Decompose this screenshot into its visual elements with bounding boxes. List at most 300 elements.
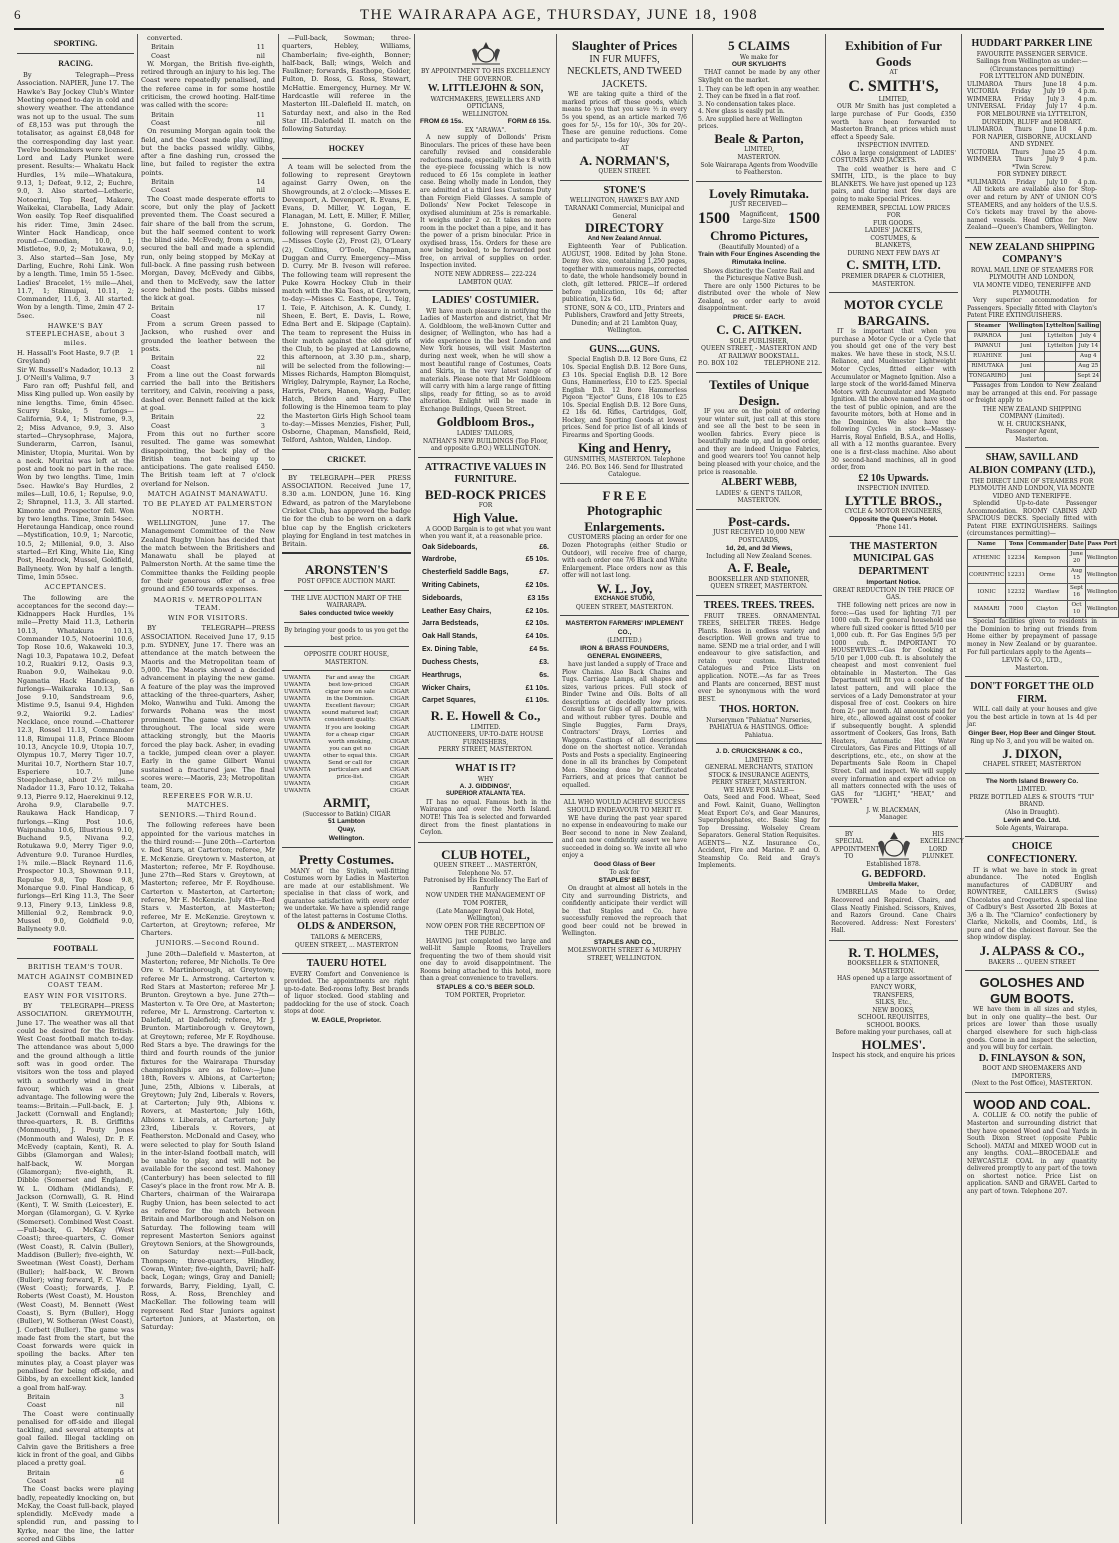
table-cell: PAPAROA	[968, 331, 1008, 341]
advert-text: WILL call daily at your houses and give you the best article in town at 1s 4d per jar.	[967, 706, 1097, 729]
sailing-schedule	[967, 149, 1097, 164]
advert-title: 5 CLAIMS	[728, 38, 790, 53]
advert-title: King and Henry,	[578, 440, 671, 456]
team-name: Coast	[151, 421, 170, 430]
advert-address: OPPOSITE COURT HOUSE, MASTERTON.	[303, 651, 390, 666]
advert-title: SHAW, SAVILL AND ALBION COMPANY (LTD.),	[968, 452, 1096, 476]
uwanta-row	[284, 753, 409, 760]
advert-text: AT	[889, 69, 898, 77]
advert-text: Sales conducted twice weekly	[299, 609, 394, 617]
advert-title: GUNS.....GUNS.	[589, 343, 660, 355]
schedule-cell: Friday	[1011, 88, 1032, 96]
uwanta-row	[284, 675, 409, 682]
goloshes-advert	[965, 971, 1099, 1093]
advert-text: IF you are on the point of ordering your winter suit, just call at this store and see all the best to be seen in woollen fabrics. Every piece is beautifully made up, and in good order, and they are indeed Unique Fabrics, and good wearers too! You cannot help being pleased with your choice, and the price is reasonable.	[698, 408, 820, 476]
article-text: A team will be selected from the following to represent Greytown against Garry Owen, on the Showgrounds, at 2 o'clock:—Misses E. Devenport, A. Devenport, R. Evans, E. Evans, D. Miller, W. Logan, E. Flanagan, M. Lett, E. Miller, F. Miller, E. Johnstone, G. Gordon. The following will represent Garry Owen:—Misses Coyle (2), Frost (2), O'Leary (2), Collins, O'Toole, Chapman, Duggan and Curry. Emergency—Miss D. Curry. Mr B. Iveson will referee. The following team will represent the Puke Kowra Hockey Club in their match with the Kia Toas, at Greytown, to-day:—Misses C. Easthope, L. Teig, I. Teie, F. Aitchison, A. K. Cundy, I. Sheen, E. Bert, E. Davis, L. Rowe, Edna Bert and E. Skipage (Captain). The team to represent the Huiss in their match against the old girls of the Club, to be played at Lansdowne, this afternoon, at 3.30 p.m., sharp, will be selected from the following:—Misses Richards, Hampton Blomquist, Wrigley, Dalrymple, Rayner, La Roche, Harris, Peters, Hanen, Wagg, Fuller, Hatch, Briden and Harry. The following is the Hinemoa team to play the Masterton Girls High School team to-day:—Misses Menzies, Fisher, Pull, Osborne, Chapman, Mansfield, Reid, Telford, Ashton, Walden, Lindop.	[282, 162, 411, 445]
placing: 1	[129, 348, 134, 357]
item-name: Duchess Chests,	[422, 658, 479, 666]
price-row	[420, 606, 551, 619]
cigar-word: CIGAR	[389, 710, 409, 717]
claim-item: 5. Are supplied here at Wellington prices.	[698, 115, 803, 131]
advert-title: Levin and Co. Ltd.	[1003, 816, 1061, 824]
schedule-cell: 4 p.m.	[1077, 178, 1097, 186]
table-header: Pass Port	[1085, 539, 1118, 549]
advert-text: have just landed a supply of Trace and Plow Chains. Also Back Chains and Tugs. Carriage Lamps, all shapes and sizes, various prices. Full stock of Binder Twine and Oils. Bolts of all descriptions at decidedly low prices. Consult us for Gigs of all patterns, with and without rubber tyres. Double and Single Buggies, Farm Drays, Contractors' Drays, Lorries and Waggons. Castings of all descriptions done on the shortest notice. Verandah Posts and Posts a speciality. Engineering done in all its branches by Competent Men. Shoeing done by Certificated Farriers, and at prices that cannot be equalled.	[562, 661, 687, 789]
article-text: From a line out the Coast forwards carried the ball into the Britishers territory, and Calvin, receiving a pass, dashed over. Bennett failed at the kick at goal.	[141, 370, 275, 413]
item-name: Sideboards,	[422, 594, 463, 602]
uwanta-word: UWANTA	[284, 717, 311, 724]
advert-address: GUNSMITHS, MASTERTON. Telephone 246. P.O. Box 146. Send for Illustrated Catalogue.	[564, 456, 685, 479]
score-row	[141, 312, 275, 320]
subheading: JUNIORS.—Second Round.	[156, 939, 260, 948]
table-row	[968, 567, 1119, 584]
advert-text: NOW OPEN FOR THE RECEPTION OF THE PUBLIC.	[425, 922, 546, 938]
score-row	[141, 186, 275, 194]
article-text: The following are the acceptances for the second day:— Kidnappers Hack Hurdles, 1¾ mile—Pretty Maid 11.3, Letherin 10.13, Whatakura 10.13, Commander 10.5, Notoerini 10.6, Top Rose 10.6, Wakaweki 10.3, Nagi 10.3, Papatawa 10.2, Defeat 10.2, Ruakiri 9.12, Oasis 9.3, Ruabon 9.0, Waihekau 9.0. Ngamatia Hack Handicap, 6 furlongs—Waikaraka 10.13, San Jose 9.10, Sandstream 9.6, Mistime 9.5, Isanui 9.4, Highden 9.2, Waioriki 9.2. Ladies' Necklace, once round.—Chatterer 12.3, Rossel 11.13, Commander 11.8, Rimupai 11.8, Prince Bloom 10.13, Ancycle 10.9, Utopia 10.7, Olympus 10.7, Merry Tiger 10.7, Muritai 10.7, Northern Star 10.7, Esperiere 10.7. June Steeplechase, about 2½ miles.—Nadador 11.3, Faro 10.12, Tekaha 9.13, Pierre 9.12, Haerekinui 9.12, Aroha 9.9, Clarabelle 9.7. Raukawa Hack Handicap, 7 furlongs.—King Post 10.6, Waipunahu 10.6, Illustrious 9.10, Buchand 9.5, Nivana 9.2, Rotukawa 9.0, Merry Tiger 9.0, Adventure 9.0. Turanoe Hurdles, 1¾ mile.—Black Reynard 11.6, Prospector 10.3, Showman 9.11, Repulse 9.8, Top Rose 9.8, Monarque 9.0. Final Handicap, 6 furlongs—Erl King 11.3, The Seer 9.13, Finery 9.13, Linkless 9.8, Millenial 9.2, Rembrack 9.0, Mussel 9.0, Goldfield 9.0, Ballyneety 9.0.	[17, 593, 134, 934]
schedule-row	[967, 96, 1097, 104]
advert-address: (Next to the Post Office), MASTERTON.	[971, 1080, 1093, 1088]
uwanta-text: Far and away the	[325, 675, 375, 682]
team-name: Britain	[151, 110, 175, 119]
advert-address: BAKERS ... QUEEN STREET	[988, 958, 1076, 966]
uwanta-text: Send or call for	[328, 759, 373, 766]
advert-text: Sole Wairarapa Agents from Woodville to Featherston.	[700, 161, 818, 177]
column-3	[279, 34, 415, 1524]
uwanta-row	[284, 710, 409, 717]
advert-subtitle: IRON & BRASS FOUNDERS,	[580, 644, 669, 652]
price-row	[420, 683, 551, 696]
score-row	[141, 304, 275, 312]
table-cell: 12234	[1006, 550, 1027, 567]
advert-title: G. BEDFORD.	[861, 868, 926, 880]
advert-text: FOR	[886, 212, 901, 220]
schedule-cell: 4 p.m.	[1077, 126, 1097, 134]
cruickshank-advert	[696, 744, 822, 875]
advert-subtitle: BY APPOINTMENT TO HIS EXCELLENCY THE GOVERNOR.	[421, 68, 550, 83]
price-row	[420, 631, 551, 644]
article-text: The following referees have been appointed for the various matches in the third round:— June 20th—Carterton v. Red Stars, at Carterton; referee, Mr E. McKenzie. Greytown v. Masterton, at Masterton; referee, Mr F. Roydhouse. June 27th—Red Stars v. Greytown, at Masterton; referee, Mr F. Roydhouse. Carterton v. Masterton, at Carterton; referee, Mr E. McKenzie. July 4th—Red Stars v. Masterton, at Masterton; referee, Mr E. McKenzie. Greytown v. Carterton, at Greytown; referee, Mr Charters.	[141, 821, 275, 938]
advert-subtitle: SUPERIOR ATALANTA TEA.	[445, 791, 526, 798]
advert-title: TAUERU HOTEL	[306, 958, 387, 970]
advert-text: To ask for	[609, 869, 640, 877]
advert-title: Textiles of Unique Design.	[709, 377, 809, 408]
advert-text: We make for	[739, 53, 779, 61]
score-row	[141, 52, 275, 60]
advert-text: CUSTOMERS placing an order for one Dozen Photographs (either Studio or Outdoor), will receive free of charge, with each order one 7/6 Black and White Enlargement. Place orders now as this offer will not last long.	[562, 534, 687, 580]
team-name: Britain	[151, 413, 175, 422]
uwanta-row	[284, 689, 409, 696]
item-name: Carpet Squares,	[422, 697, 476, 705]
team-score: nil	[256, 311, 265, 320]
advert-text: TELEPHONE 212.	[764, 360, 820, 368]
schedule-row	[967, 149, 1097, 157]
advert-address: WELLINGTON.	[462, 110, 509, 118]
advert-text: Magnificent, Large-Size	[739, 210, 779, 226]
uwanta-text: particulars and	[328, 766, 372, 773]
team-score: 11	[256, 43, 265, 52]
team-score: 22	[256, 354, 265, 363]
advert-subtitle: LIMITED	[744, 756, 774, 764]
advert-address: Masterton.	[1015, 435, 1049, 443]
cigar-word: CIGAR	[389, 696, 409, 703]
table-cell: IONIC	[968, 584, 1006, 601]
uwanta-text: best low-priced	[328, 682, 373, 689]
advert-text: UMBRELLAS Made to Order, Recovered and Repaired. Chairs, and Glass Neatly Finished. Scissors, Knives, and Razors Ground. Cane Chairs Recovered. Address: Next Foresters' Hall.	[831, 889, 956, 935]
advert-address: QUEEN STREET.	[598, 168, 651, 176]
advert-text: COSTUMES, &	[870, 234, 917, 242]
sailing-schedule	[967, 179, 1097, 187]
advert-subtitle: Umbrella Maker,	[868, 881, 919, 889]
uwanta-row	[284, 682, 409, 689]
article-text: BY TELEGRAPH—PER PRESS ASSOCIATION. Received June 17, 8.30 a.m. LONDON, June 16. King Edward, as patron of the Marylebone Cricket Club, has approved the badge tie for the club to be worn on a dark blue cap by the English cricketers playing for England in test matches in Britain.	[282, 473, 411, 549]
uwanta-row	[284, 788, 409, 795]
advert-text: On draught at almost all hotels in the City and surrounding Districts, and confidently anticipate their verdict will be that Staples and Co. have successfully removed the reproach that good beer could not be brewed in Wellington.	[562, 884, 687, 938]
score-table	[141, 43, 275, 60]
advert-address: QUEEN STREET, MASTERTON.	[710, 583, 808, 591]
staples-beer-advert	[560, 795, 689, 966]
uwanta-text: for a cheap cigar	[326, 731, 375, 738]
item-name: Chesterfield Saddle Bags,	[422, 569, 509, 577]
advert-text: GENERAL MERCHANTS, STATION STOCK & INSURANCE AGENTS, PERRY STREET, MASTERTON.	[704, 764, 814, 787]
advert-text: BLANKETS,	[875, 242, 912, 250]
advert-title: Pretty Costumes.	[298, 852, 395, 868]
article-text: WELLINGTON, June 17. The Management Committee of the New Zealand Rugby Union has decided that the match between the Britishers and Manawatu shall be played at Palmerston North. At the same time the Committee thanks the Feilding people for their generous offer of a free ground and £50 towards expenses.	[141, 518, 275, 594]
advert-text: Including all New Zealand Scenes.	[706, 552, 812, 560]
horse-name: Sir W. Russell's Nadador, 10.13	[17, 365, 122, 374]
item-name: Wardrobe,	[422, 556, 457, 564]
uwanta-word: UWANTA	[284, 731, 311, 738]
advert-text: (Also in Draught).	[1004, 808, 1060, 816]
furniture-advert	[418, 458, 553, 759]
advert-text: EVERY Comfort and Convenience is provided. The appointments are right up-to-date. Bed-rooms lofty. Best brands of liquor stocked. Good stabling and paddocking for the use of stock. Coach stops at door.	[284, 970, 409, 1016]
advert-text: EX "ARAWA".	[464, 126, 507, 134]
schedule-cell: July 10	[1046, 178, 1068, 186]
advert-title: C. SMITH, LTD.	[846, 257, 941, 273]
table-cell: Aug 4	[1076, 351, 1101, 361]
guns-advert	[560, 340, 689, 484]
uwanta-cigar-advert	[282, 671, 411, 848]
article-text: Faro ran off; Pushful fell, and Miss King pulled up. Won easily by nine lengths. Time, 6min 45sec. Scurry Stake, 5 furlongs—California, 9.4, 1; Mistrome, 9.3, 2; Miss Advance, 9.9, 3. Also started—Chrysophrase, Majora, Sunderarm, Carron, Isanui, Minister, Utopia, Muritai. Won by a neck. Muritai was left at the post and took no part in the race. Won by two lengths. Time, 1min 5sec. Hawke's Bay Hurdles, 2 miles—Lull, 10.6, 1; Repulse, 9.0, 2; Shrapnel, 11.3, 3. All started. Kimonte and Prospector fell. Won by two lengths. Time, 3min 54sec. Heretaunga Handicap, once round—Mystification, 10.9, 1; Narcotic, 10.5, 2; Millenial, 9.0, 3. Also started—Erl King, White Lie, King Post, Headrock, Mussel, Goldfield, Ballyneety. Won by half a length. Time, 1min 55sec.	[17, 382, 134, 581]
table-cell: Junl	[1007, 341, 1044, 351]
advert-title: ARMIT,	[322, 795, 371, 810]
subheading: HAWKE'S BAY STEEPLECHASE, about 3 miles.	[25, 322, 126, 347]
team-name: Coast	[27, 1476, 46, 1485]
advert-text: Passages from London to New Zealand may be arranged at this end. For passage or freight apply to	[967, 382, 1097, 405]
route-heading: FOR LYTTELTON AND DUNEDIN.	[979, 73, 1085, 81]
price-label: FORM £6 15s.	[507, 118, 551, 126]
advert-title: ARONSTEN'S	[304, 562, 389, 578]
table-cell: TONGARIRO	[968, 371, 1008, 381]
advert-text: FRUIT TREES. ORNAMENTAL TREES, SHELTER TREES. Hedge Plants. Roses in endless variety and description. Well grown and true to name. SEND me a trial order, and I will endeavour to give satisfaction, and retain your custom. Illustrated Catalogues and Price Lists on application. NOTE.—As far as Trees and Plants are concerned, BEST must ever be synonymous with the word BEST.	[698, 612, 820, 703]
item-name: Jarra Bedsteads,	[422, 620, 479, 628]
brewery-advert	[965, 774, 1099, 837]
price-label: PRICE 5/- EACH.	[732, 313, 786, 321]
advert-text: REMEMBER, SPECIAL LOW PRICES	[836, 204, 951, 212]
article-text: On resuming Morgan again took the field, and the Coast made play willing, but the backs passed wildly. Gibbs, after a fine dashing run, crossed the line, but failed to register the extra points.	[141, 127, 275, 177]
advert-title: BED-ROCK PRICES	[425, 486, 546, 502]
uwanta-row	[284, 725, 409, 732]
advert-address: Opposite the Queen's Hotel.	[849, 515, 938, 523]
farmers-implement-advert	[560, 616, 689, 795]
uwanta-text: consistent quality.	[324, 717, 376, 724]
result-row	[17, 349, 134, 366]
price-label: FROM £6 15s.	[420, 118, 464, 126]
section-heading: HOCKEY	[328, 143, 365, 153]
team-score: 17	[256, 303, 265, 312]
team-score: nil	[256, 51, 265, 60]
wood-coal-advert	[965, 1093, 1099, 1201]
advert-text: INSPECTION INVITED.	[857, 142, 930, 150]
schedule-cell: July 17	[1046, 103, 1068, 111]
uwanta-text	[311, 781, 390, 788]
schedule-cell: 4 p.m.	[1077, 95, 1097, 103]
score-row	[17, 1469, 134, 1477]
column-6	[693, 34, 826, 1524]
advert-title: Post-cards.	[728, 513, 790, 529]
schedule-row	[967, 179, 1097, 187]
advert-text: IT is what we have in stock in great abundance. The noted English manufactures of CADBURY and ROWNTREE, CAILLER'S (Swiss) Chocolates and Croquettes. A special line of Cadbury's Best Assorted 2lb Boxes at 3/6 a lb. The "Clarnico" confectionery by Clarke, Nickolls, and Coombs, Ltd., is pure and of the choicest flavour. See the shop window display.	[967, 866, 1097, 942]
advert-title: ALBERT WEBB,	[721, 477, 797, 489]
advert-text: Splendid Up-to-date Passenger Accommodation. ROOMY CABINS AND SPACIOUS DECKS. Specially fitted with Patent FIRE EXTINGUISHERS. Sailings (circumstances permitting)—	[967, 500, 1097, 538]
cigar-word: CIGAR	[389, 780, 409, 787]
advert-text: OUR Mr Smith has just completed a large purchase of Fur Goods, £350 worth have been forwarded to Masterton Branch, at prices which must effect a Speedy Sale.	[831, 103, 956, 141]
uwanta-row	[284, 703, 409, 710]
advert-subtitle: (Successor to Batkin) CIGAR	[302, 810, 391, 818]
table-cell: Junl	[1007, 351, 1044, 361]
item-price: £6.	[539, 543, 549, 551]
cigar-word: CIGAR	[389, 682, 409, 689]
advert-title: LADIES' COSTUMIER.	[432, 295, 539, 307]
price-row	[420, 695, 551, 708]
advert-subtitle: POST OFFICE AUCTION MART.	[297, 578, 396, 586]
advert-address: Masterton.	[1015, 664, 1049, 672]
advert-title: TREES. TREES. TREES.	[703, 600, 815, 612]
article-text: BY TELEGRAPH—PRESS ASSOCIATION. Received June 17, 9.15 p.m. SYDNEY, June 17. There was an attendance at the match between the Maoris and the Metropolitan team of 5,000. The Maoris showed a decided advancement in playing the new game. A feature of the play was the improved attacking of the three-quarters, Asher, Moko, Wanwihu and Tuki. Among the forwards Pohana was the most prominent. The game was very even throughout. The local side were attacking strongly, but the Maoris forced the play back. Asher, in evading a tackle, jumped clean over a player. Early in the game Gilbert Wanui sustained a fractured jaw. The final scores were:—Maoris, 23; Metropolitan team, 20.	[141, 624, 275, 791]
advert-address: MOLESWORTH STREET & MURPHY STREET, WELLINGTON.	[567, 947, 682, 962]
advert-title: C. C. AITKEN.	[716, 322, 802, 338]
schedule-row	[967, 156, 1097, 164]
goods-item: SCHOOL BOOKS.	[866, 1021, 921, 1029]
advert-subtitle: LADIES' & GENT'S TAILOR,	[715, 489, 803, 497]
table-cell: Junl	[1007, 331, 1044, 341]
cigar-word: CIGAR	[389, 787, 409, 794]
advert-text: Eighteenth Year of Publication. AUGUST, 1908. Edited by John Stone. Demy 8vo. size, containing 1,250 pages, together with numerous maps, corrected to date, the whole handsomely bound in cloth, gilt lettered. PRICE—If ordered before publication, 10s 6d; after publication, 12s 6d.	[562, 243, 687, 304]
advert-text: Manager.	[879, 814, 908, 822]
uwanta-row	[284, 760, 409, 767]
team-name: Coast	[27, 1401, 46, 1410]
score-row	[141, 111, 275, 119]
advert-subtitle: VIA MONTE VIDEO, TENERIFFE AND PLYMOUTH.	[973, 282, 1091, 297]
newspaper-title: THE WAIRARAPA AGE, THURSDAY, JUNE 18, 1908	[359, 7, 759, 23]
uwanta-row	[284, 767, 409, 774]
item-price: £7.	[539, 569, 549, 577]
score-row	[141, 422, 275, 430]
cigar-word: CIGAR	[389, 724, 409, 731]
schedule-cell: 4 p.m.	[1077, 80, 1097, 88]
horse-name: J. O'Neill's Valima, 9.7	[17, 373, 91, 382]
advert-text: IT has no equal. Famous both in the Wairarapa and over the North Island. NOTE! This Tea is selected and forwarded direct from the finest plantations in Ceylon.	[420, 798, 551, 837]
table-cell: MAMARI	[968, 601, 1006, 618]
score-row	[141, 43, 275, 51]
norman-furs-advert	[560, 34, 689, 181]
advert-text: (Late Manager Royal Oak Hotel, Wellington),	[436, 907, 535, 923]
advert-title: STAPLES' BEST,	[598, 876, 651, 884]
table-row	[968, 584, 1119, 601]
uwanta-word: UWANTA	[284, 703, 311, 710]
advert-signature: LEVIN & CO., LTD.,	[1001, 657, 1063, 665]
advert-address: NOTE NEW ADDRESS— 222-224 LAMBTON QUAY.	[434, 271, 537, 286]
section-heading: CRICKET.	[327, 454, 366, 464]
advert-title: MASTERTON FARMERS' IMPLEMENT CO.,	[565, 620, 684, 636]
price-list	[420, 542, 551, 709]
trees-advert	[696, 596, 822, 744]
advert-title: J. ALPASS & CO.,	[979, 943, 1085, 958]
table-cell: Aug 15	[1068, 567, 1086, 584]
column-7	[826, 34, 962, 1524]
uwanta-word: UWANTA	[284, 696, 311, 703]
table-cell: Sept 24	[1076, 371, 1101, 381]
advert-title: HUDDART PARKER LINE	[971, 38, 1093, 49]
advert-address: 51 Lambton	[327, 818, 365, 826]
item-price: £3 15s	[527, 594, 549, 602]
cigar-word: CIGAR	[389, 703, 409, 710]
royal-crest-icon	[466, 40, 506, 66]
schedule-row	[967, 88, 1097, 96]
table-cell: ATHENIC	[968, 550, 1006, 567]
schedule-cell: 4 p.m.	[1077, 103, 1097, 111]
team-name: Britain	[27, 1468, 51, 1477]
advert-title: STONE'S	[603, 184, 646, 196]
advert-text: HIS EXCELLENCY LORD PLUNKET.	[920, 830, 964, 861]
advert-subtitle: LIMITED,	[878, 95, 909, 103]
advert-title: D. FINLAYSON & SON,	[978, 1052, 1086, 1064]
table-row	[968, 331, 1101, 341]
advert-text: A. COLLIE & CO. notify the public of Masterton and surrounding district that they have opened Wood and Coal Yards in South Dixon Street (opposite Public School). MATAI and MIXED WOOD cut in any lengths. COAL—BROCEDALE and NEWCASTLE COAL in any quantity delivered promptly to any part of the town on shortest notice. Price List on application. SAND and GRAVEL Carted to any part of town. Telephone 207.	[967, 1112, 1097, 1195]
advert-text: IT is important that when you purchase a Motor Cycle or a Cycle that you should get one of the very best makes. We have these in stock, N.S.U. Reliance, and Muelmester Lightweight Motor Cycles, fitted either with Accumulator or Magneto Ignition. Also a large stock of the world-famed Minerva Motors with Accumulator and Magneto Ignition. All the above named have stood the test of public opinion, and are the favourite motors, both at Home and in the Dominion. We also have the following Cycles in stock—Massey-Harris, Royal Enfield, B.S.A., and Hollis, all with a 12 months guarantee. Every one is a first-class machine. Also about 30 second-hand machines, all in good order, from	[831, 328, 956, 472]
column-1	[14, 34, 138, 1543]
advert-title: DIRECTORY	[585, 220, 664, 236]
aronstens-advert	[282, 558, 411, 671]
table-cell: Wellington	[1085, 601, 1118, 618]
advert-title: Exhibition of Fur Goods	[845, 38, 942, 69]
item-price: £2 10s.	[525, 620, 549, 628]
subheading: BRITISH TEAM'S TOUR.	[27, 962, 124, 971]
advert-subtitle: EXCHANGE STUDIO,	[594, 596, 655, 603]
advert-text: INSPECTION INVITED.	[857, 485, 930, 493]
schedule-row	[967, 81, 1097, 89]
cigar-word: CIGAR	[389, 717, 409, 724]
advert-text: A new supply of Dollonds' Prism Binoculars. The prices of these have been carefully revised and considerable reductions made, especially in the x 8 with the eye-piece focussing which is now reduced to £6 15s complete in leather case. Being wholly made in London, they are admitted at a third less Customs Duty than Foreign Field Glasses. A sample of Dollonds' New Pocket Telescope in oxydised aluminium at 25s is remarkable. It weighs under 2 oz. It takes no more room in the pocket than a pipe, and it has the power of a prism binocular. Price in oxydised brass, 15s. Orders for these are now being booked, to be forwarded post free, on arrival of supplies on order. Inspection invited.	[420, 134, 551, 270]
claim-item: 1. They can be left open in any weather.	[698, 85, 820, 93]
schedule-cell: July 3	[1047, 95, 1065, 103]
uwanta-word: UWANTA	[284, 710, 311, 717]
table-cell: Lyttelton	[1045, 331, 1076, 341]
advert-text: THE LIVE AUCTION MART OF THE WAIRARAPA.	[291, 594, 402, 610]
table-cell: Wellington	[1085, 567, 1118, 584]
advert-title: WOOD AND COAL.	[973, 1096, 1091, 1112]
advert-text: WE HAVE FOR SALE—	[723, 786, 795, 794]
schedule-cell: 4 p.m.	[1077, 88, 1097, 96]
advert-title: THE MASTERTON MUNICIPAL GAS DEPARTMENT	[849, 540, 938, 577]
uwanta-row	[284, 732, 409, 739]
uwanta-text: in the Dominion.	[326, 696, 374, 703]
result-row	[17, 374, 134, 382]
item-price: £4 10s.	[525, 633, 549, 641]
advert-text: AT	[620, 145, 629, 153]
advert-address: MASTERTON.	[871, 280, 916, 288]
taueru-hotel-advert	[282, 954, 411, 1029]
advert-text: WE have them in all sizes and styles, but in only one quality—the best. Our prices are lower than those usually charged elsewhere for such high-class goods. Come in and inspect the selection, and you will buy for certain.	[967, 1006, 1097, 1052]
score-row	[141, 413, 275, 421]
advert-title: THOS. HORTON.	[719, 704, 799, 716]
team-name: Britain	[151, 303, 175, 312]
advert-title: Photographic Enlargements.	[584, 503, 665, 534]
uwanta-row	[284, 696, 409, 703]
advert-text: DURING NEXT FEW DAYS AT	[847, 249, 940, 257]
column-5	[557, 34, 693, 1524]
uwanta-word: UWANTA	[284, 745, 311, 752]
advert-text: A GOOD Bargain is to get what you want when you want it, at a reasonable price.	[420, 525, 551, 541]
team-score: nil	[115, 1401, 124, 1410]
dixon-advert	[965, 677, 1099, 774]
subheading: EASY WIN FOR VISITORS.	[23, 991, 128, 1000]
advert-title: W. LITTLEJOHN & SON,	[427, 83, 544, 95]
article-text: By Telegraph—Press Association. NAPIER, June 17. The Hawke's Bay Jockey Club's Winter Meeting opened to-day in cold and showery weather. The attendance was not up to the usual. The sum of £8,153 was put through the totalisator, as against £8,048 for the corresponding day last year. Twelve bookmakers were licensed. Lord and Lady Plunket were present. Results:— Whakatu Hack Hurdles, 1¾ mile—Whatakura, 9.13, 1; Defeat, 9.12, 2; Euchre, 9.0, 3. Also started—Letheric, Notoerini, Top Reef, Makere, Waikekai, Clarabella, Lady Adair. Won easily. Top Reef disqualified his rider. Time, 3min 24sec. Winter Hack Handicap, once round—Comedian, 10.0, 1; Mistletoe, 9.0, 2; Motukawa, 9.0, 3. Also started—San Jose, My Darling, Euchre, Rohi Link. Won by a length. Time, 1min 55 1-5sec. Ladies' Bracelet, 1½ mile—Ahei, 11.7, 1; Rimupai, 10.11, 2; Commander, 11.6, 3. All started. Won by a length. Time, 2min 47 2-5sec.	[17, 71, 134, 320]
schedule-cell: 4 p.m.	[1077, 148, 1097, 156]
advert-text: PRIZE BOTTLED ALES & STOUTS "TUI" BRAND.	[969, 793, 1095, 809]
schedule-cell: Thurs	[1015, 156, 1033, 164]
subheading: REFEREES FOR W.R.U. MATCHES.	[162, 792, 254, 809]
sailing-table	[967, 539, 1119, 618]
quantity-label: 1500	[698, 209, 730, 227]
team-name: Britain	[151, 178, 175, 187]
uwanta-grid	[284, 675, 409, 795]
schedule-cell: ULIMAROA	[967, 80, 1003, 88]
advert-text: Sailings from Wellington as under:—(Circumstances permitting)	[976, 58, 1088, 73]
advert-title: NEW ZEALAND SHIPPING COMPANY'S	[969, 241, 1095, 266]
result-row	[17, 366, 134, 374]
pretty-costumes-advert	[282, 848, 411, 954]
uwanta-word: UWANTA	[284, 780, 311, 787]
team-score: 3	[119, 1392, 124, 1401]
shaw-savill-advert	[965, 448, 1118, 677]
photographic-advert	[560, 484, 689, 617]
team-name: Coast	[151, 186, 170, 195]
uwanta-word: UWANTA	[284, 759, 311, 766]
advert-text: FOR	[478, 502, 493, 510]
score-row	[141, 119, 275, 127]
table-cell: July 14	[1076, 341, 1101, 351]
advert-text: WE have much pleasure in notifying the Ladies of Masterton and district, that Mr A. Goldbloom, the well-known Cutter and designer, of Wellington, who has had a wide experience in the best London and New York houses, will visit Masterton during next week, when he will show a most beautiful range of Costumes, Coats and Skirts, in the very latest range of materials. Please note that Mr Goldbloom will carry with him a large range of fitting slips, ready for fitting, so as to avoid alteration. Enlight will be made in Exchange Buildings, Queen Street.	[420, 307, 551, 413]
price-row	[420, 542, 551, 555]
table-header: Name	[968, 539, 1006, 549]
table-cell: 7000	[1006, 601, 1027, 618]
advert-text: Special English D.B. 12 Bore Guns, £2 10s. Special English D.B. 12 Bore Guns, £3 10s. Special English D.B. 12 Bore Guns, Hammerless, £10 to £25. Special English D.B. 12 Bore Hammerless Pigeon "Ejector" Guns, £18 10s to £25 10s. Special English D.B. 12 Bore Guns, £2 18s 6d. Rifles, Cartridges, Golf, Hockey, and Sporting Goods at lowest prices. Send for price list of all kinds of Firearms and Sporting Goods.	[562, 356, 687, 439]
advert-text: BY SPECIAL APPOINTMENT TO	[831, 830, 880, 861]
table-cell: Wellington	[1085, 584, 1118, 601]
cigar-word: CIGAR	[389, 759, 409, 766]
advert-title: R. E. Howell & Co.,	[430, 708, 541, 724]
table-cell: 12231	[1006, 567, 1027, 584]
item-name: Oak Sideboards,	[422, 543, 478, 551]
price-row	[420, 580, 551, 593]
table-header: Wellington	[1007, 321, 1044, 331]
advert-text: MANY of the Stylish, well-fitting Costumes worn by Ladies in Masterton are made at our establishment. We specialise in that class of work, and guarantee satisfaction with every order we undertake. We have a splendid range of the latest patterns in Costume Cloths.	[284, 867, 409, 920]
advert-title: WHAT IS IT?	[455, 762, 516, 774]
motor-cycle-advert	[829, 293, 958, 537]
postcards-advert	[696, 510, 822, 596]
uwanta-text: cigar now on sale	[325, 689, 376, 696]
